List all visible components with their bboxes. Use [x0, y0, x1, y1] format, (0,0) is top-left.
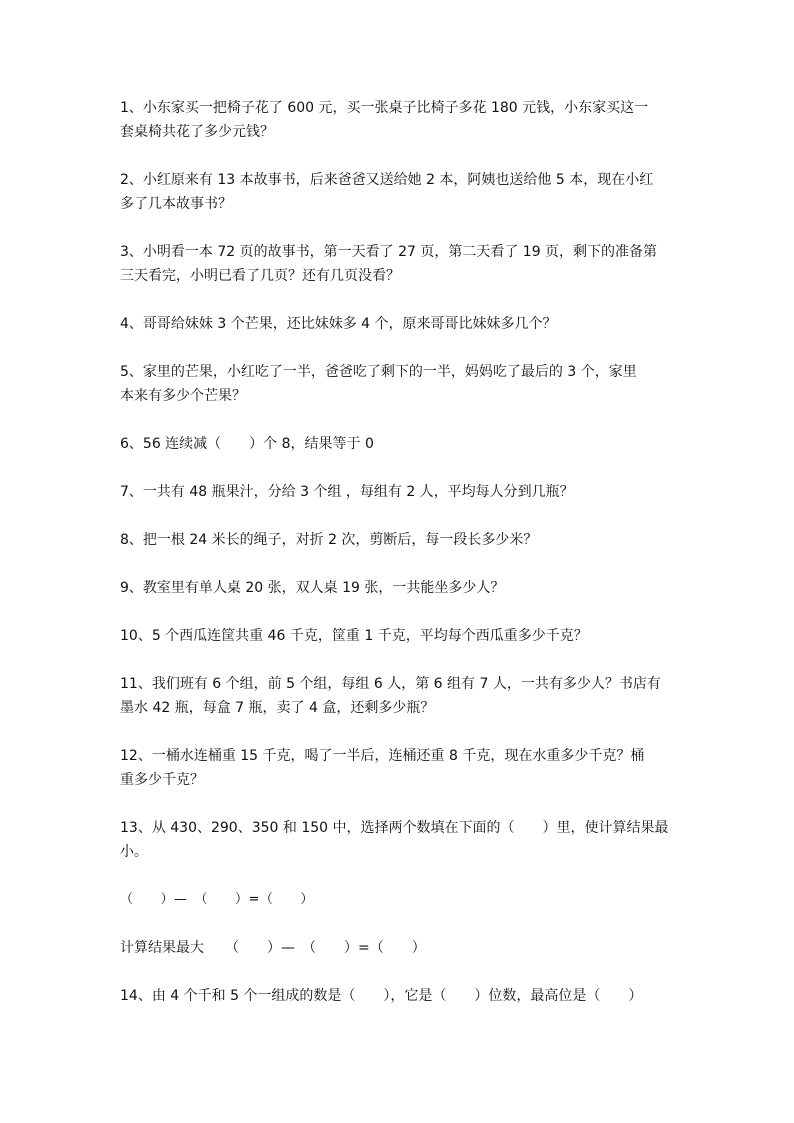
- question-2: [120, 168, 680, 216]
- question-13: [120, 816, 680, 864]
- question-2-line-1: 2、小红原来有 13 本故事书，后来爸爸又送给她 2 本，阿姨也送给他 5 本，现在小红: [120, 172, 654, 188]
- question-list: [120, 96, 680, 1032]
- question-9-line-1: 9、教室里有单人桌 20 张，双人桌 19 张，一共能坐多少人？: [120, 580, 505, 596]
- question-4-line-1: 4、哥哥给妹妹 3 个芒果，还比妹妹多 4 个，原来哥哥比妹妹多几个？: [120, 316, 557, 332]
- question-1-line-1: 1、小东家买一把椅子花了 600 元，买一张桌子比椅子多花 180 元钱，小东家买这一: [120, 100, 649, 116]
- question-12-line-2: 重多少千克？: [120, 772, 204, 788]
- question-9: [120, 576, 680, 600]
- question-3-line-1: 3、小明看一本 72 页的故事书，第一天看了 27 页，第二天看了 19 页，剩下的准备第: [120, 244, 658, 260]
- question-1-line-2: 套桌椅共花了多少元钱？: [120, 124, 274, 140]
- question-5-line-2: 本来有多少个芒果？: [120, 388, 246, 404]
- question-6: [120, 432, 680, 456]
- question-1: [120, 96, 680, 144]
- question-10: [120, 624, 680, 648]
- question-2-line-2: 多了几本故事书？: [120, 196, 232, 212]
- question-8: [120, 528, 680, 552]
- question-10-line-1: 10、5 个西瓜连筐共重 46 千克，筐重 1 千克，平均每个西瓜重多少千克？: [120, 628, 588, 644]
- question-8-line-1: 8、把一根 24 米长的绳子，对折 2 次，剪断后，每一段长多少米？: [120, 532, 538, 548]
- question-3: [120, 240, 680, 288]
- question-12: [120, 744, 680, 792]
- question-13-max-equation: 计算结果最大 （ ）— （ ）=（ ）: [120, 940, 426, 956]
- question-11: [120, 672, 680, 720]
- question-13-min-equation: （ ）— （ ）=（ ）: [120, 892, 314, 907]
- question-12-line-1: 12、一桶水连桶重 15 千克，喝了一半后，连桶还重 8 千克，现在水重多少千克？桶: [120, 748, 645, 764]
- question-13-line-2: 小。: [120, 844, 148, 860]
- question-13-line-1: 13、从 430、290、350 和 150 中，选择两个数填在下面的（ ）里，使计算结果最: [120, 820, 669, 836]
- question-5: [120, 360, 680, 408]
- question-6-line-1: 6、56 连续减（ ）个 8，结果等于 0: [120, 436, 374, 452]
- question-5-line-1: 5、家里的芒果，小红吃了一半，爸爸吃了剩下的一半，妈妈吃了最后的 3 个，家里: [120, 364, 637, 380]
- question-7-line-1: 7、一共有 48 瓶果汁，分给 3 个组 ，每组有 2 人，平均每人分到几瓶？: [120, 484, 574, 500]
- question-14: 14、由 4 个千和 5 个一组成的数是（ ），它是（ ）位数，最高位是（ ）: [120, 988, 643, 1004]
- question-3-line-2: 三天看完，小明已看了几页？还有几页没看？: [120, 268, 400, 284]
- question-11-line-1: 11、我们班有 6 个组，前 5 个组，每组 6 人，第 6 组有 7 人，一共有多少人？书店有: [120, 676, 661, 692]
- question-7: [120, 480, 680, 504]
- question-11-line-2: 墨水 42 瓶，每盒 7 瓶，卖了 4 盒，还剩多少瓶？: [120, 700, 435, 716]
- question-4: [120, 312, 680, 336]
